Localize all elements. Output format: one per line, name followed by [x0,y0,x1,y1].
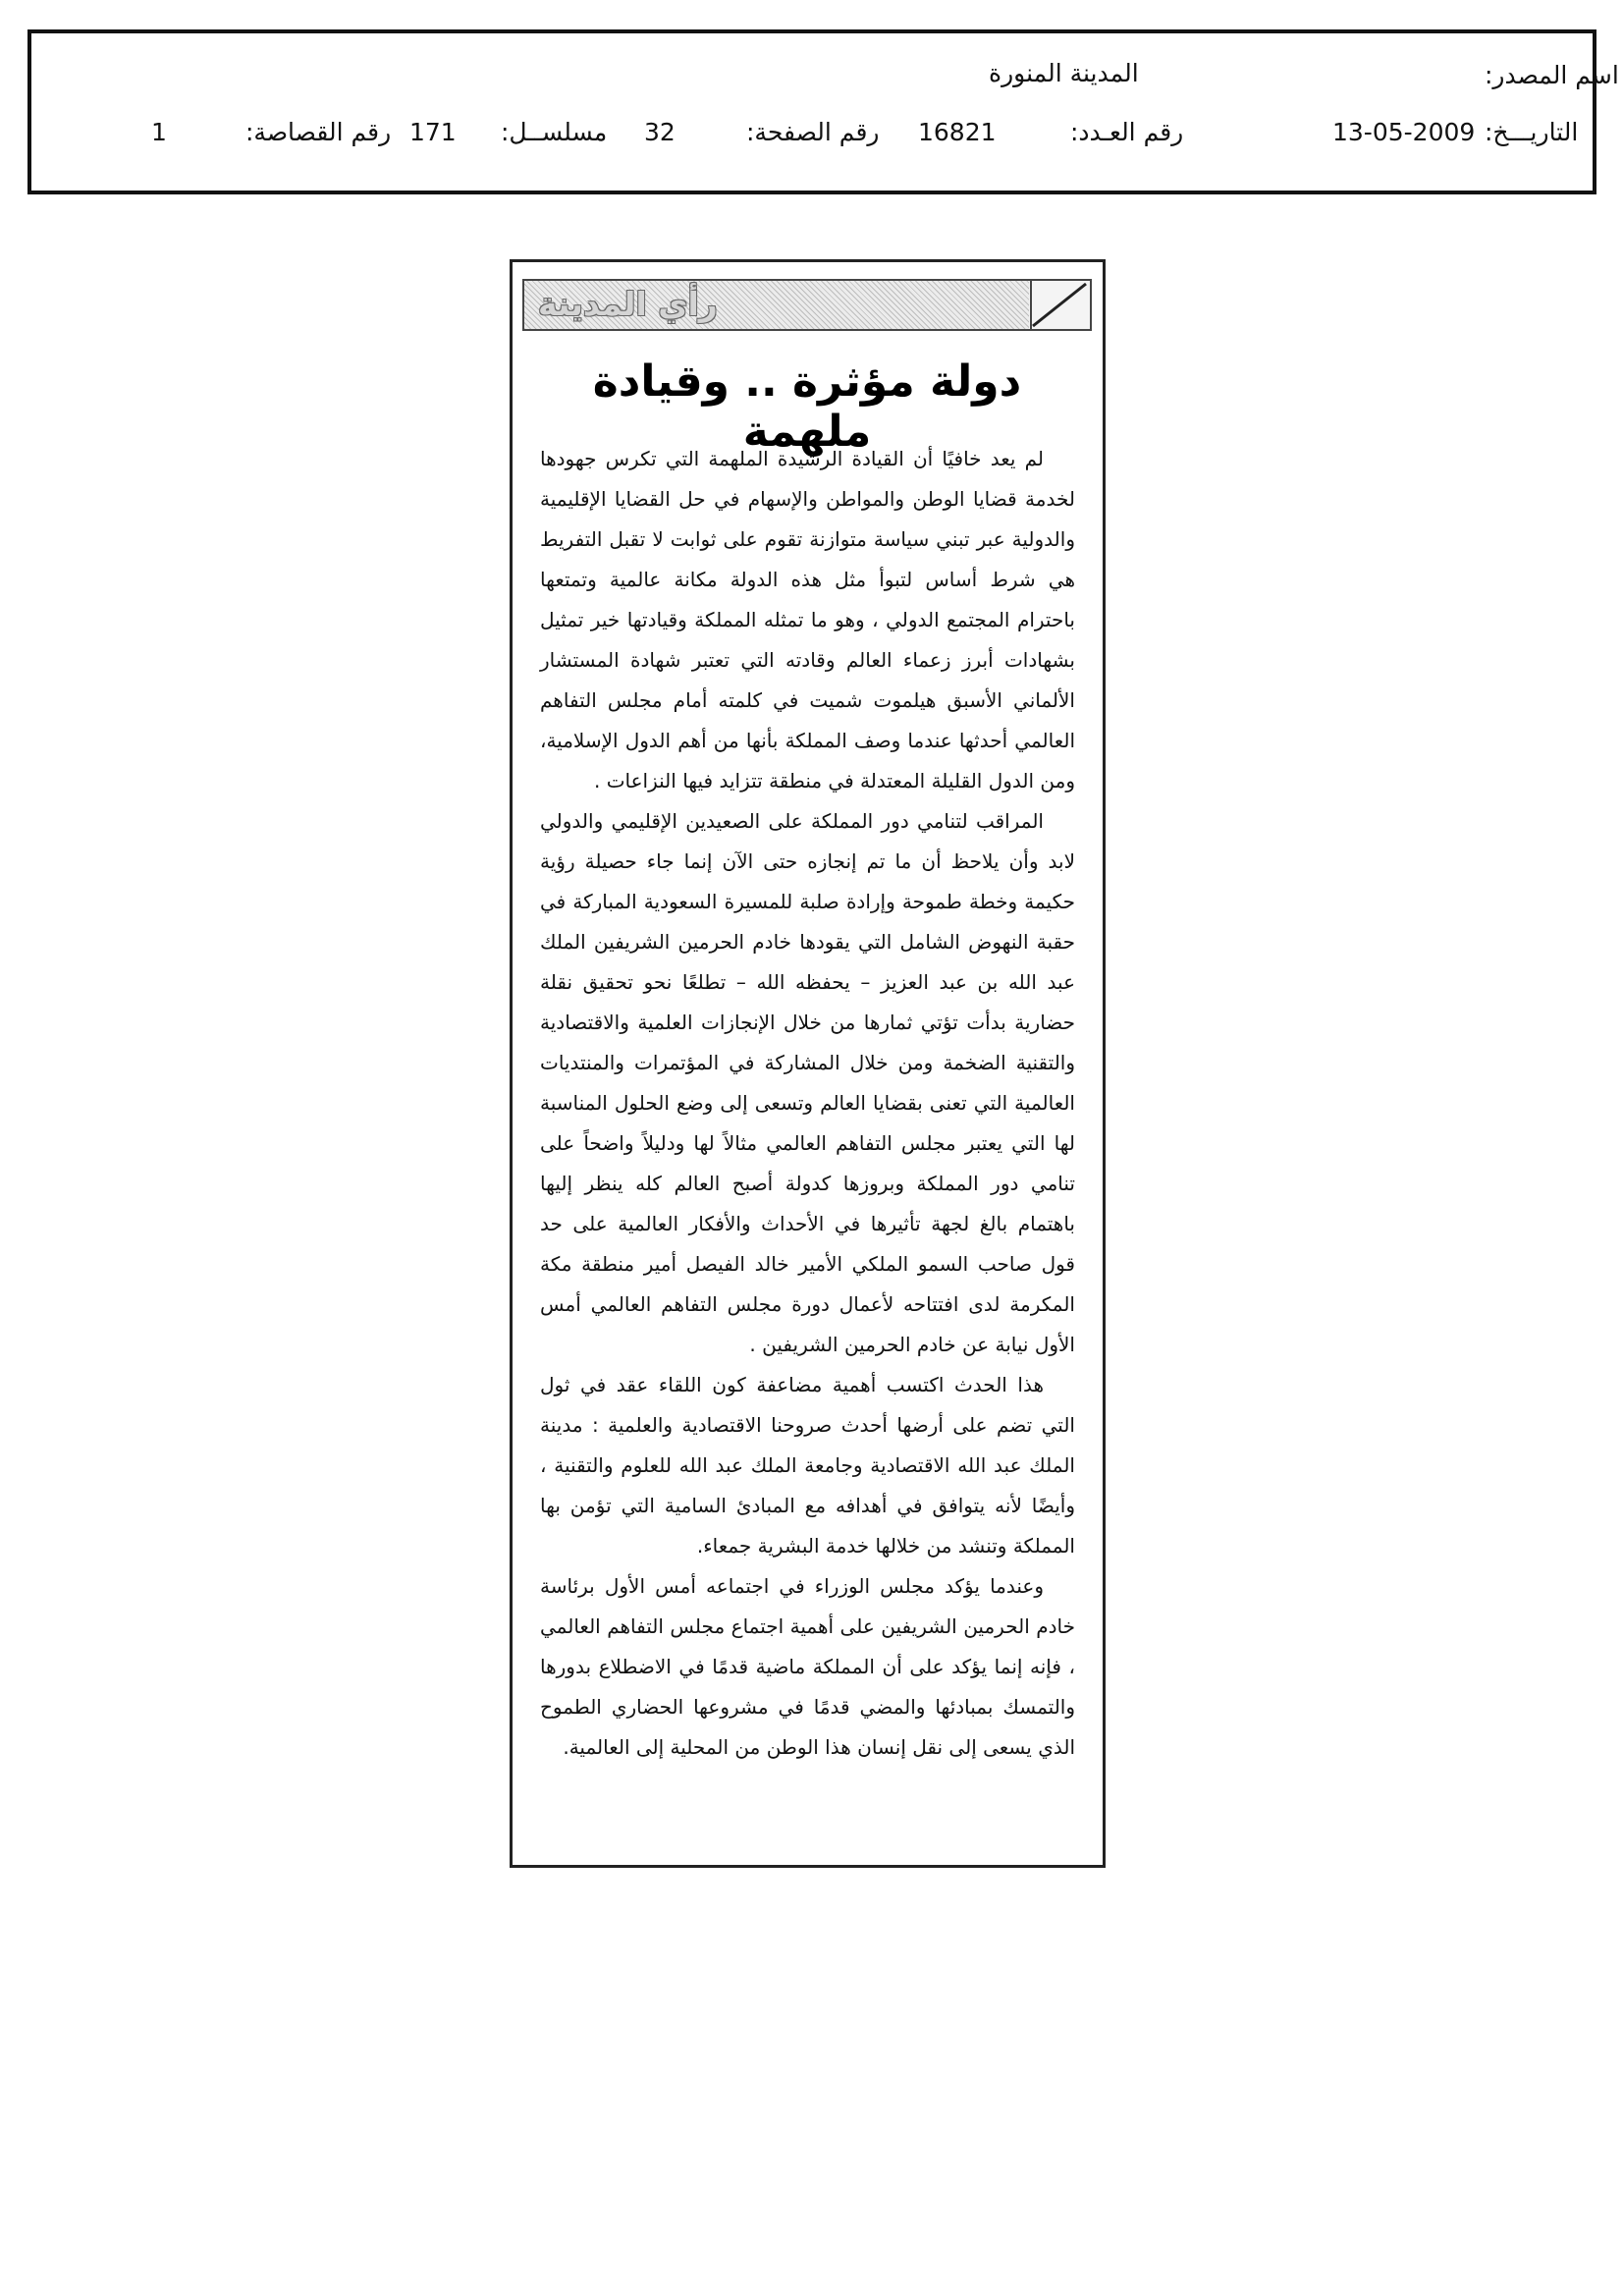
masthead-title: رأي المدينة [538,285,718,323]
issue-label: رقم العـدد: [1070,118,1184,146]
serial-label: مسلســل: [501,118,608,146]
article-body [540,439,1075,1768]
newspaper-clipping [510,259,1106,1868]
serial-value: 171 [409,118,457,146]
issue-value: 16821 [918,118,997,146]
clip-number-value: 1 [151,118,167,146]
paragraph: هذا الحدث اكتسب أهمية مضاعفة كون اللقاء عقد في ثول التي تضم على أرضها أحدث صروحنا الاقتصادية والعلمية : مدينة الملك عبد الله الاقتصادية وجامعة الملك عبد الله للعلوم والتقنية ، وأيضًا لأنه يتوافق في أهدافه مع المبادئ السامية التي تؤمن بها المملكة وتنشد من خلالها خدمة البشرية جمعاء. [540,1373,1075,1558]
article-headline: دولة مؤثرة .. وقيادة ملهمة [592,356,1022,457]
date-label: التاريـــخ: [1485,118,1579,146]
source-value: المدينة المنورة [989,59,1139,87]
column-masthead [522,279,1092,331]
pen-corner-icon [1029,281,1090,329]
date-value: 13-05-2009 [1332,118,1476,146]
source-label: اسم المصدر: [1485,61,1619,89]
page-label: رقم الصفحة: [746,118,880,146]
paragraph: وعندما يؤكد مجلس الوزراء في اجتماعه أمس الأول برئاسة خادم الحرمين الشريفين على أهمية اجتماع مجلس التفاهم العالمي ، فإنه إنما يؤكد على أن المملكة ماضية قدمًا في الاضطلاع بدورها والتمسك بمبادئها والمضي قدمًا في مشروعها الحضاري الطموح الذي يسعى إلى نقل إنسان هذا الوطن من المحلية إلى العالمية. [540,1574,1075,1759]
clipping-header [27,29,1619,194]
clip-number-label: رقم القصاصة: [245,118,392,146]
paragraph: لم يعد خافيًا أن القيادة الرشيدة الملهمة التي تكرس جهودها لخدمة قضايا الوطن والمواطن والإسهام في حل القضايا الإقليمية والدولية عبر تبني سياسة متوازنة تقوم على ثوابت لا تقبل التفريط هي شرط أساس لتبوأ مثل هذه الدولة مكانة عالمية وتمتعها باحترام المجتمع الدولي ، وهو ما تمثله المملكة وقيادتها خير تمثيل بشهادات أبرز زعماء العالم وقادته التي تعتبر شهادة المستشار الألماني الأسبق هيلموت شميت في كلمته أمام مجلس التفاهم العالمي أحدثها عندما وصف المملكة بأنها من أهم الدول الإسلامية، ومن الدول القليلة المعتدلة في منطقة تتزايد فيها النزاعات . [540,447,1075,793]
paragraph: المراقب لتنامي دور المملكة على الصعيدين الإقليمي والدولي لابد وأن يلاحظ أن ما تم إنجازه حتى الآن إنما جاء حصيلة رؤية حكيمة وخطة طموحة وإرادة صلبة للمسيرة السعودية المباركة في حقبة النهوض الشامل التي يقودها خادم الحرمين الشريفين الملك عبد الله بن عبد العزيز – يحفظه الله – تطلعًا نحو تحقيق نقلة حضارية بدأت تؤتي ثمارها من خلال الإنجازات العلمية والاقتصادية والتقنية الضخمة ومن خلال المشاركة في المؤتمرات والمنتديات العالمية التي تعنى بقضايا العالم وتسعى إلى وضع الحلول المناسبة لها التي يعتبر مجلس التفاهم العالمي مثالاً لها ودليلاً واضحاً على تنامي دور المملكة وبروزها كدولة أصبح العالم كله ينظر إليها باهتمام بالغ لجهة تأثيرها في الأحداث والأفكار العالمية على حد قول صاحب السمو الملكي الأمير خالد الفيصل أمير منطقة مكة المكرمة لدى افتتاحه لأعمال دورة مجلس التفاهم العالمي أمس الأول نيابة عن خادم الحرمين الشريفين . [540,809,1075,1356]
page-value: 32 [644,118,676,146]
